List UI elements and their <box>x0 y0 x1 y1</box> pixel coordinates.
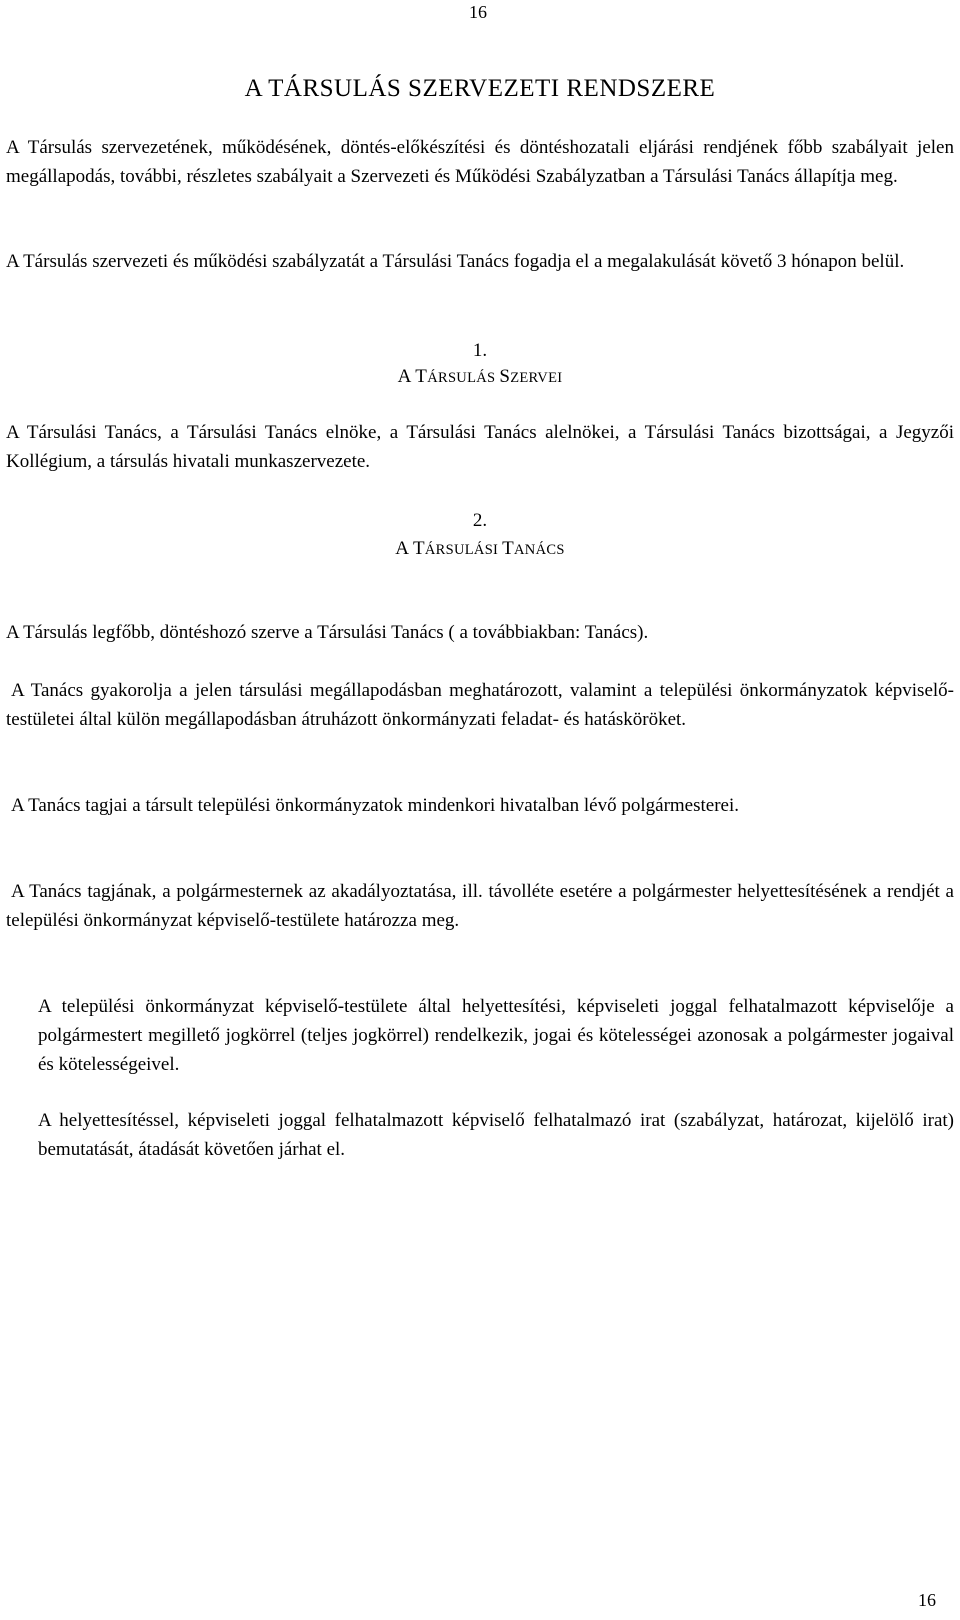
page-number-top: 16 <box>469 2 487 22</box>
section-2-paragraph-1: A Társulás legfőbb, döntéshozó szerve a Társulási Tanács ( a továbbiakban: Tanács). <box>6 622 649 643</box>
page-number-bottom: 16 <box>918 1590 936 1610</box>
section-2-paragraph-2: A Tanács gyakorolja a jelen társulási megállapodásban meghatározott, valamint a települési önkormányzatok képviselő-testületei által külön megállapodásban átruházott önkormányzati feladat- és hatásköröket. <box>6 680 954 730</box>
section-2-paragraph-6: A helyettesítéssel, képviseleti joggal felhatalmazott képviselő felhatalmazó irat (szabályzat, határozat, kijelölő irat) bemutatását, átadását követően járhat el. <box>38 1110 954 1160</box>
section-1-title: A TÁRSULÁS SZERVEI <box>397 366 563 387</box>
section-1-paragraph: A Társulási Tanács, a Társulási Tanács elnöke, a Társulási Tanács alelnökei, a Társulási Tanács bizottságai, a Jegyzői Kollégium, a társulás hivatali munkaszervezete. <box>6 422 954 472</box>
section-2-title: A TÁRSULÁSI TANÁCS <box>395 538 565 559</box>
section-2-paragraph-3: A Tanács tagjai a társult települési önkormányzatok mindenkori hivatalban lévő polgármesterei. <box>11 795 740 816</box>
section-2-paragraph-4: A Tanács tagjának, a polgármesternek az akadályoztatása, ill. távolléte esetére a polgármester helyettesítésének a rendjét a települési önkormányzat képviselő-testülete határozza meg. <box>6 881 954 931</box>
intro-paragraph-2: A Társulás szervezeti és működési szabályzatát a Társulási Tanács fogadja el a megalakulását követő 3 hónapon belül. <box>6 251 905 272</box>
section-1-number: 1. <box>472 340 488 361</box>
intro-paragraph-1: A Társulás szervezetének, működésének, döntés-előkészítési és döntéshozatali eljárási rendjének főbb szabályait jelen megállapodás, további, részletes szabályait a Szervezeti és Működési Szabályzatban a Társulási Tanács állapítja meg. <box>6 137 954 187</box>
document-title: A TÁRSULÁS SZERVEZETI RENDSZERE <box>244 75 716 102</box>
section-2-number: 2. <box>472 510 488 531</box>
section-2-paragraph-5: A települési önkormányzat képviselő-testülete által helyettesítési, képviseleti joggal felhatalmazott képviselője a polgármestert megillető jogkörrel (teljes jogkörrel) rendelkezik, jogai és kötelességei azonosak a polgármester jogaival és kötelességeivel. <box>38 996 954 1075</box>
